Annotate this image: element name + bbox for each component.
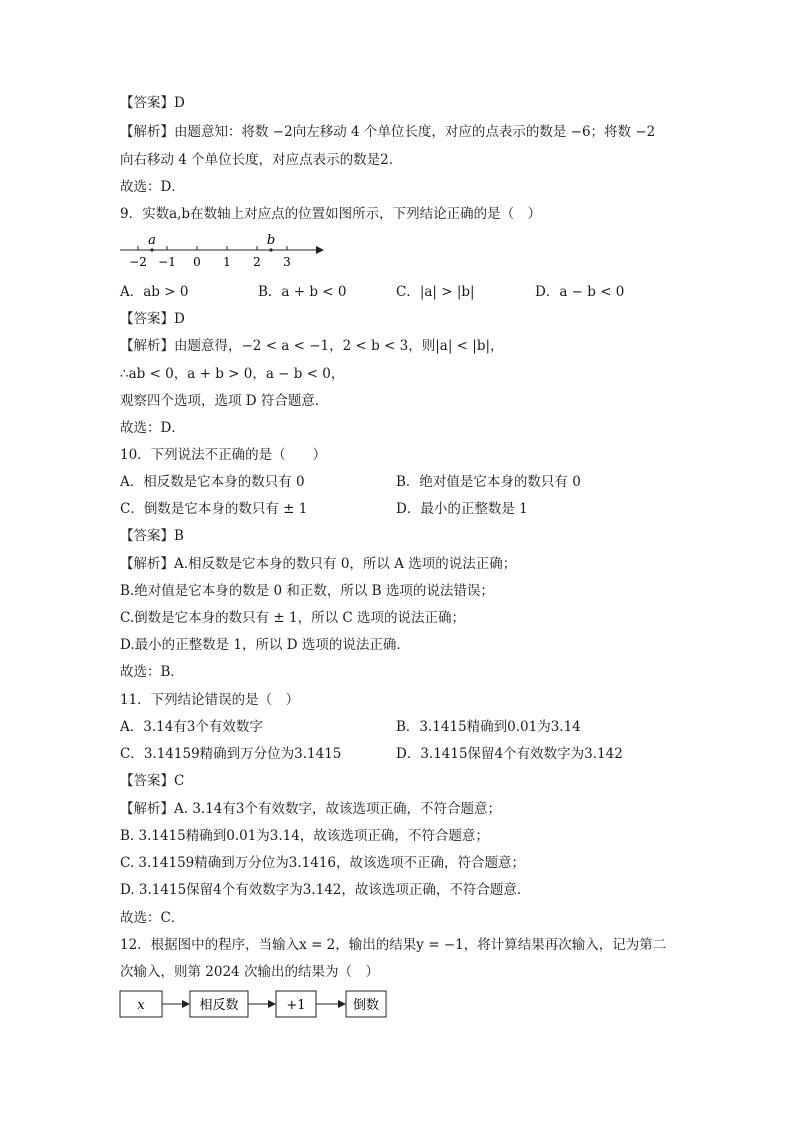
q10-answer: 【答案】B [120, 528, 184, 544]
q11-option-d: D．3.1415保留4个有效数字为3.142 [396, 746, 623, 762]
q10-option-a: A．相反数是它本身的数只有 0 [120, 474, 305, 490]
q11-analysis-line-1: 【解析】A. 3.14有3个有效数字，故该选项正确，不符合题意； [120, 801, 501, 817]
q11-analysis-line-3: C. 3.14159精确到万分位为3.1416，故该选项不正确，符合题意； [120, 855, 525, 871]
q9-option-a: A．ab > 0 [120, 284, 189, 300]
tick-label: 2 [253, 255, 261, 269]
q10-option-d: D．最小的正整数是 1 [396, 501, 528, 517]
q11-answer: 【答案】C [120, 773, 185, 789]
tick-label: −2 [129, 255, 147, 269]
q9-analysis-line-2: ∴ab < 0，a + b > 0，a − b < 0， [120, 366, 345, 382]
q10-conclusion: 故选：B． [120, 664, 184, 680]
q10-option-c: C．倒数是它本身的数只有 ± 1 [120, 501, 308, 517]
tick-label: 0 [193, 255, 201, 269]
tick-label: 3 [283, 255, 291, 269]
q9-answer: 【答案】D [120, 311, 185, 327]
q11-option-b: B．3.1415精确到0.01为3.14 [396, 719, 581, 735]
q9-analysis-line-1: 【解析】由题意得，−2 < a < −1，2 < b < 3，则|a| < |b|， [120, 338, 504, 354]
q10-option-b: B．绝对值是它本身的数只有 0 [396, 474, 581, 490]
q10-analysis-line-3: C.倒数是它本身的数只有 ± 1，所以 C 选项的说法正确； [120, 610, 466, 626]
q12-flowchart [118, 988, 398, 1022]
q9-option-b: B．a + b < 0 [258, 284, 347, 300]
label-b: b [266, 233, 276, 248]
q8-analysis-line-2: 向右移动 4 个单位长度，对应点表示的数是2． [120, 152, 403, 168]
q11-analysis-line-4: D. 3.1415保留4个有效数字为3.142，故该选项正确，不符合题意． [120, 882, 531, 898]
q9-conclusion: 故选：D． [120, 420, 185, 436]
q8-analysis-line-1: 【解析】由题意知：将数 −2向左移动 4 个单位长度，对应的点表示的数是 −6；将数 −2 [120, 124, 656, 140]
flow-box-plus-one-label: +1 [286, 998, 306, 1013]
q11-stem: 11．下列结论错误的是（ ） [120, 692, 300, 708]
q8-answer: 【答案】D [120, 95, 185, 111]
q12-stem-line-2: 次输入，则第 2024 次输出的结果为（ ） [120, 964, 379, 980]
q11-conclusion: 故选：C． [120, 910, 185, 926]
tick-label: −1 [158, 255, 176, 269]
flow-box-reciprocal-label: 倒数 [352, 998, 380, 1013]
q9-option-d: D．a − b < 0 [535, 284, 625, 300]
q10-analysis-line-1: 【解析】A.相反数是它本身的数只有 0，所以 A 选项的说法正确； [120, 556, 517, 572]
flow-box-input-label: x [137, 998, 145, 1013]
q11-analysis-line-2: B. 3.1415精确到0.01为3.14，故该选项正确，不符合题意； [120, 828, 489, 844]
q10-analysis-line-2: B.绝对值是它本身的数是 0 和正数，所以 B 选项的说法错误； [120, 583, 494, 599]
flow-box-opposite-label: 相反数 [199, 998, 239, 1013]
q9-option-c: C．|a| > |b| [396, 284, 475, 300]
q9-analysis-line-3: 观察四个选项，选项 D 符合题意． [120, 393, 329, 409]
tick-label: 1 [223, 255, 231, 269]
point-b [269, 248, 272, 251]
point-a [150, 248, 153, 251]
q10-stem: 10．下列说法不正确的是（ ） [120, 447, 327, 463]
q10-analysis-line-4: D.最小的正整数是 1，所以 D 选项的说法正确． [120, 637, 410, 653]
number-line-arrow-icon [316, 246, 324, 254]
q11-option-c: C．3.14159精确到万分位为3.1415 [120, 746, 342, 762]
q11-option-a: A．3.14有3个有效数字 [120, 719, 263, 735]
q9-stem: 9．实数a,b在数轴上对应点的位置如图所示，下列结论正确的是（ ） [120, 206, 542, 222]
q12-stem-line-1: 12．根据图中的程序，当输入x = 2，输出的结果y = −1，将计算结果再次输入，记为第二 [120, 937, 667, 953]
q8-conclusion: 故选：D． [120, 179, 185, 195]
label-a: a [148, 233, 156, 248]
q9-number-line [116, 233, 336, 273]
